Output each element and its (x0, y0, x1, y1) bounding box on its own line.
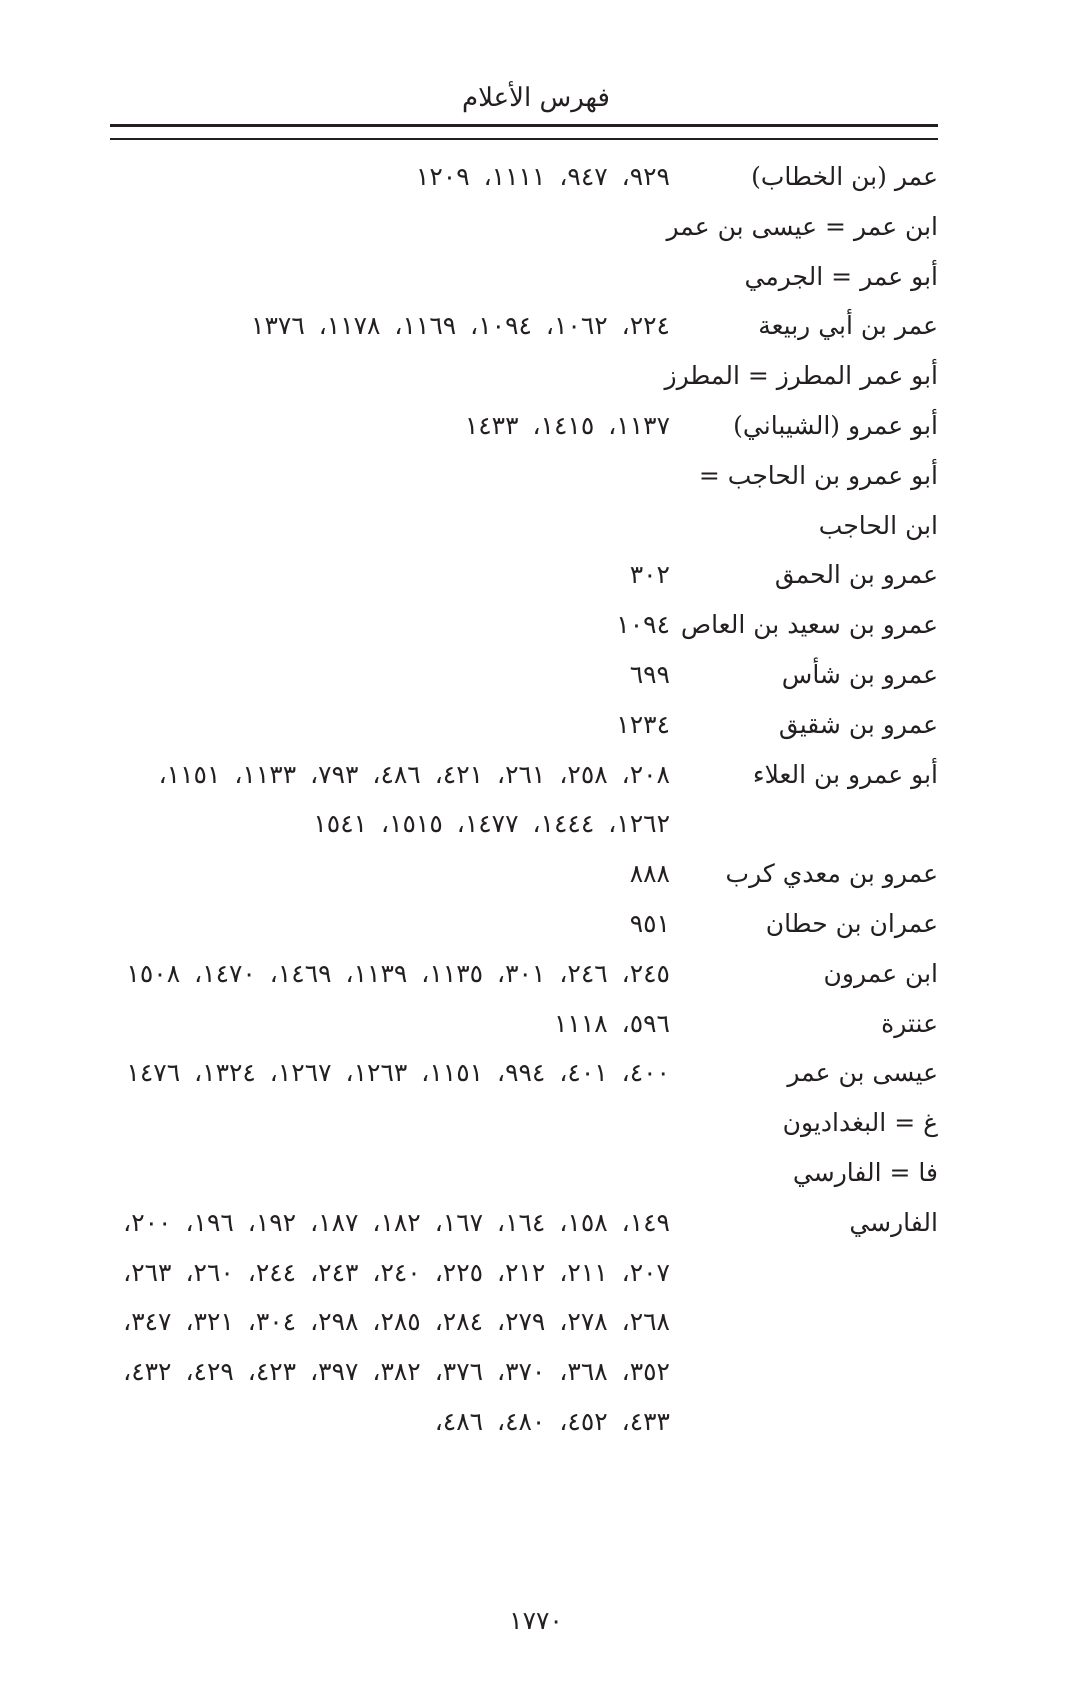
entry-name: فا = الفارسي (792, 1157, 938, 1187)
index-entry (110, 849, 938, 899)
index-entry (110, 750, 938, 850)
entry-name: عمرو بن معدي كرب (725, 859, 938, 889)
index-entry (110, 351, 938, 401)
entry-pages: ١١٣٧، ١٤١٥، ١٤٣٣ (464, 410, 670, 440)
entry-name: أبو عمر = الجرمي (744, 261, 938, 291)
entry-name: غ = البغداديون (782, 1108, 938, 1138)
entry-name: عمرو بن الحمق (774, 560, 938, 590)
index-list (110, 152, 938, 1447)
entry-name: عنترة (881, 1008, 938, 1038)
entry-name: عمر (بن الخطاب) (751, 162, 938, 191)
entry-name: ابن عمرون (823, 958, 938, 988)
entry-pages: ٢٢٤، ١٠٦٢، ١٠٩٤، ١١٦٩، ١١٧٨، ١٣٧٦ (251, 311, 670, 341)
entry-pages: ٨٨٨ (629, 859, 670, 889)
entry-name: الفارسي (849, 1207, 938, 1237)
index-entry (110, 202, 938, 252)
entry-name: عمرو بن شأس (781, 659, 938, 689)
header-rule-thin (110, 138, 938, 140)
index-entry (110, 899, 938, 949)
index-entry (110, 550, 938, 600)
entry-name: عمرو بن شقيق (778, 709, 938, 739)
entry-name: عمرو بن سعيد بن العاص (680, 610, 938, 640)
entry-pages: ٥٩٦، ١١١٨ (553, 1008, 670, 1038)
entry-pages: ٩٢٩، ٩٤٧، ١١١١، ١٢٠٩ (415, 162, 670, 191)
index-entry (110, 451, 938, 551)
entry-pages: ٢٠٨، ٢٥٨، ٢٦١، ٤٢١، ٤٨٦، ٧٩٣، ١١٣٣، ١١٥١، ١٢٦٢، ١٤٤٤، ١٤٧٧، ١٥١٥، ١٥٤١ (158, 759, 670, 839)
index-entry (110, 1198, 938, 1447)
index-entry (110, 301, 938, 351)
entry-pages: ٤٠٠، ٤٠١، ٩٩٤، ١١٥١، ١٢٦٣، ١٢٦٧، ١٣٢٤، ١٤٧٦ (126, 1058, 670, 1088)
index-entry (110, 152, 938, 202)
entry-pages: ٣٠٢ (629, 560, 670, 590)
entry-pages: ٩٥١ (629, 908, 670, 938)
entry-pages: ١٢٣٤ (616, 709, 670, 739)
index-entry (110, 401, 938, 451)
header-rule-thick (110, 124, 938, 127)
entry-name: أبو عمرو بن العلاء (752, 759, 938, 789)
entry-pages: ٦٩٩ (629, 659, 670, 689)
index-entry (110, 1098, 938, 1148)
entry-name: ابن عمر = عيسى بن عمر (666, 211, 938, 241)
entry-name: أبو عمرو (الشيباني) (733, 410, 938, 440)
index-entry (110, 700, 938, 750)
index-entry (110, 999, 938, 1049)
entry-name: عيسى بن عمر (787, 1058, 938, 1088)
entry-pages: ١٤٩، ١٥٨، ١٦٤، ١٦٧، ١٨٢، ١٨٧، ١٩٢، ١٩٦، ٢٠٠، ٢٠٧، ٢١١، ٢١٢، ٢٢٥، ٢٤٠، ٢٤٣، ٢٤٤، ٢٦٠، ٢٦٣، ٢٦٨، ٢٧٨، ٢٧٩، ٢٨٤، ٢٨٥، ٢٩٨، ٣٠٤، ٣٢١، ٣٤٧، ٣٥٢، ٣٦٨، ٣٧٠، ٣٧٦، ٣٨٢، ٣٩٧، ٤٢٣، ٤٢٩، ٤٣٢، ٤٣٣، ٤٥٢، ٤٨٠، ٤٨٦، (123, 1207, 670, 1436)
index-entry (110, 600, 938, 650)
index-entry (110, 252, 938, 302)
index-entry (110, 949, 938, 999)
entry-name: أبو عمرو بن الحاجب = ابن الحاجب (698, 460, 938, 540)
index-entry (110, 1048, 938, 1098)
index-entry (110, 1148, 938, 1198)
index-entry (110, 650, 938, 700)
entry-pages: ١٠٩٤ (616, 610, 670, 640)
entry-name: أبو عمر المطرز = المطرز (664, 361, 938, 391)
page-header: فهرس الأعلام (462, 83, 610, 113)
page-number: ١٧٧٠ (509, 1606, 563, 1635)
entry-pages: ٢٤٥، ٢٤٦، ٣٠١، ١١٣٥، ١١٣٩، ١٤٦٩، ١٤٧٠، ١٥٠٨ (126, 958, 670, 988)
entry-name: عمران بن حطان (765, 908, 938, 938)
entry-name: عمر بن أبي ربيعة (758, 311, 938, 341)
